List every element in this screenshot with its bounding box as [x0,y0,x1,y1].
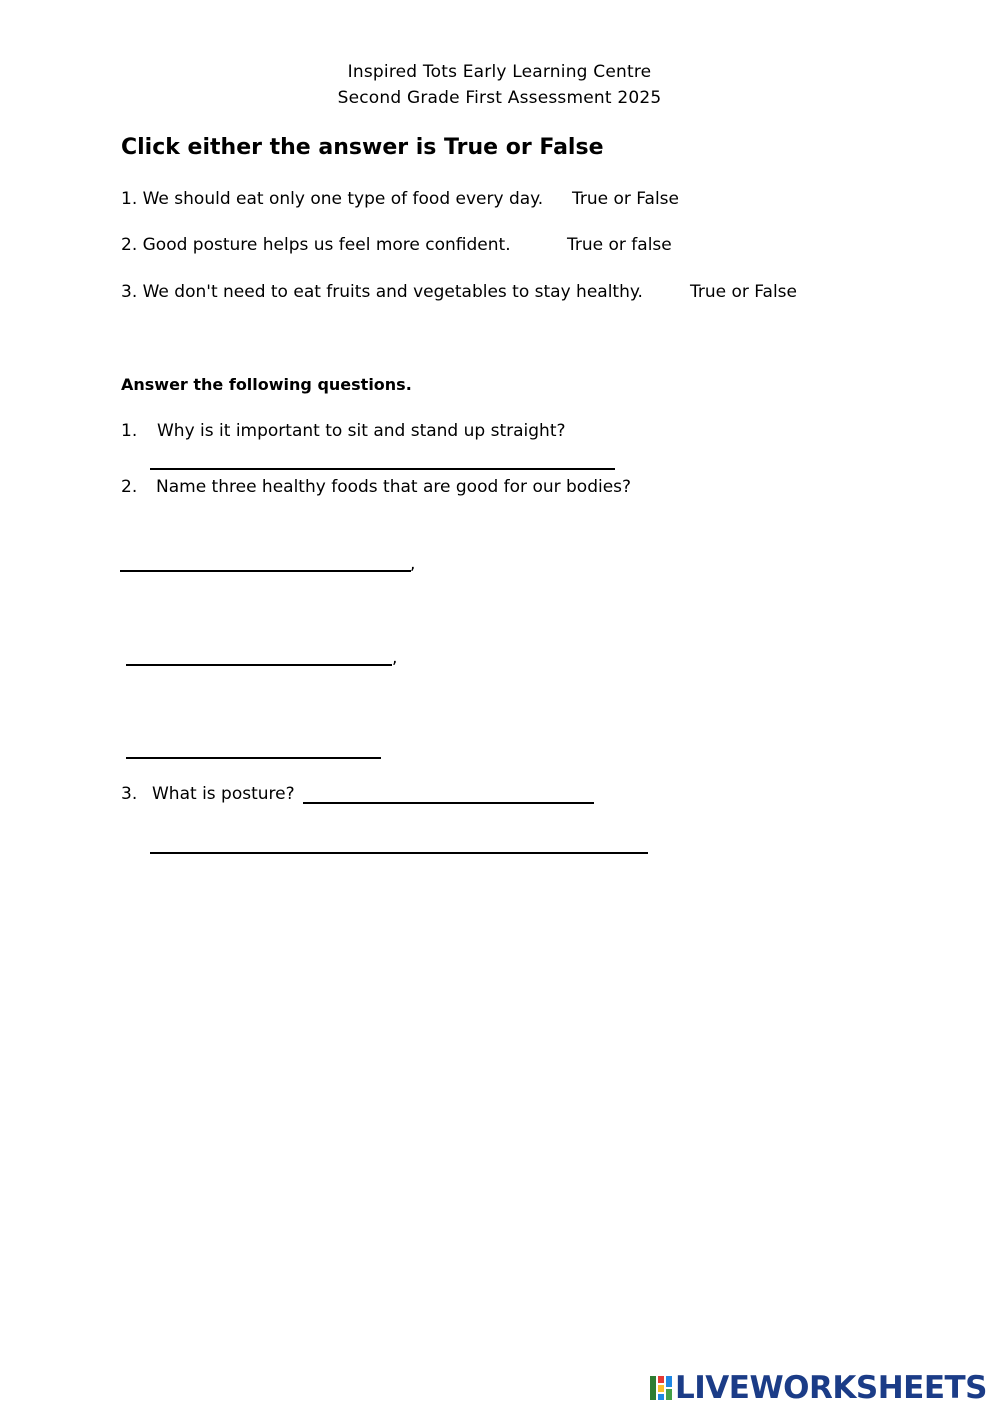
tf-answer-1[interactable]: True or False [572,189,679,209]
liveworksheets-logo-icon [650,1375,672,1401]
question-3-answer-input-2[interactable] [150,831,648,854]
tf-question-2: 2. Good posture helps us feel more confident. [121,235,511,255]
liveworksheets-logo-text: LIVEWORKSHEETS [675,1370,987,1406]
healthy-food-1-input[interactable] [120,549,411,572]
healthy-food-3-input[interactable] [126,736,381,759]
question-3-text: What is posture? [152,784,295,804]
assessment-title: Second Grade First Assessment 2025 [337,88,662,108]
comma-1: , [410,554,416,574]
tf-answer-3[interactable]: True or False [690,282,797,302]
question-2-text: Name three healthy foods that are good for our bodies? [156,477,632,497]
question-2-number: 2. [121,477,138,497]
school-name: Inspired Tots Early Learning Centre [347,62,652,82]
questions-heading: Answer the following questions. [121,375,412,394]
tf-question-3: 3. We don't need to eat fruits and vegetables to stay healthy. [121,282,643,302]
question-3-number: 3. [121,784,138,804]
tf-question-1: 1. We should eat only one type of food every day. [121,189,544,209]
question-1-text: Why is it important to sit and stand up straight? [157,421,566,441]
question-1-answer-input[interactable] [150,447,615,470]
question-1-number: 1. [121,421,138,441]
tf-answer-2[interactable]: True or false [567,235,672,255]
question-3-answer-input-1[interactable] [303,781,594,804]
healthy-food-2-input[interactable] [126,643,392,666]
comma-2: , [392,648,398,668]
true-false-heading: Click either the answer is True or False [121,135,604,160]
liveworksheets-logo [650,1370,987,1406]
